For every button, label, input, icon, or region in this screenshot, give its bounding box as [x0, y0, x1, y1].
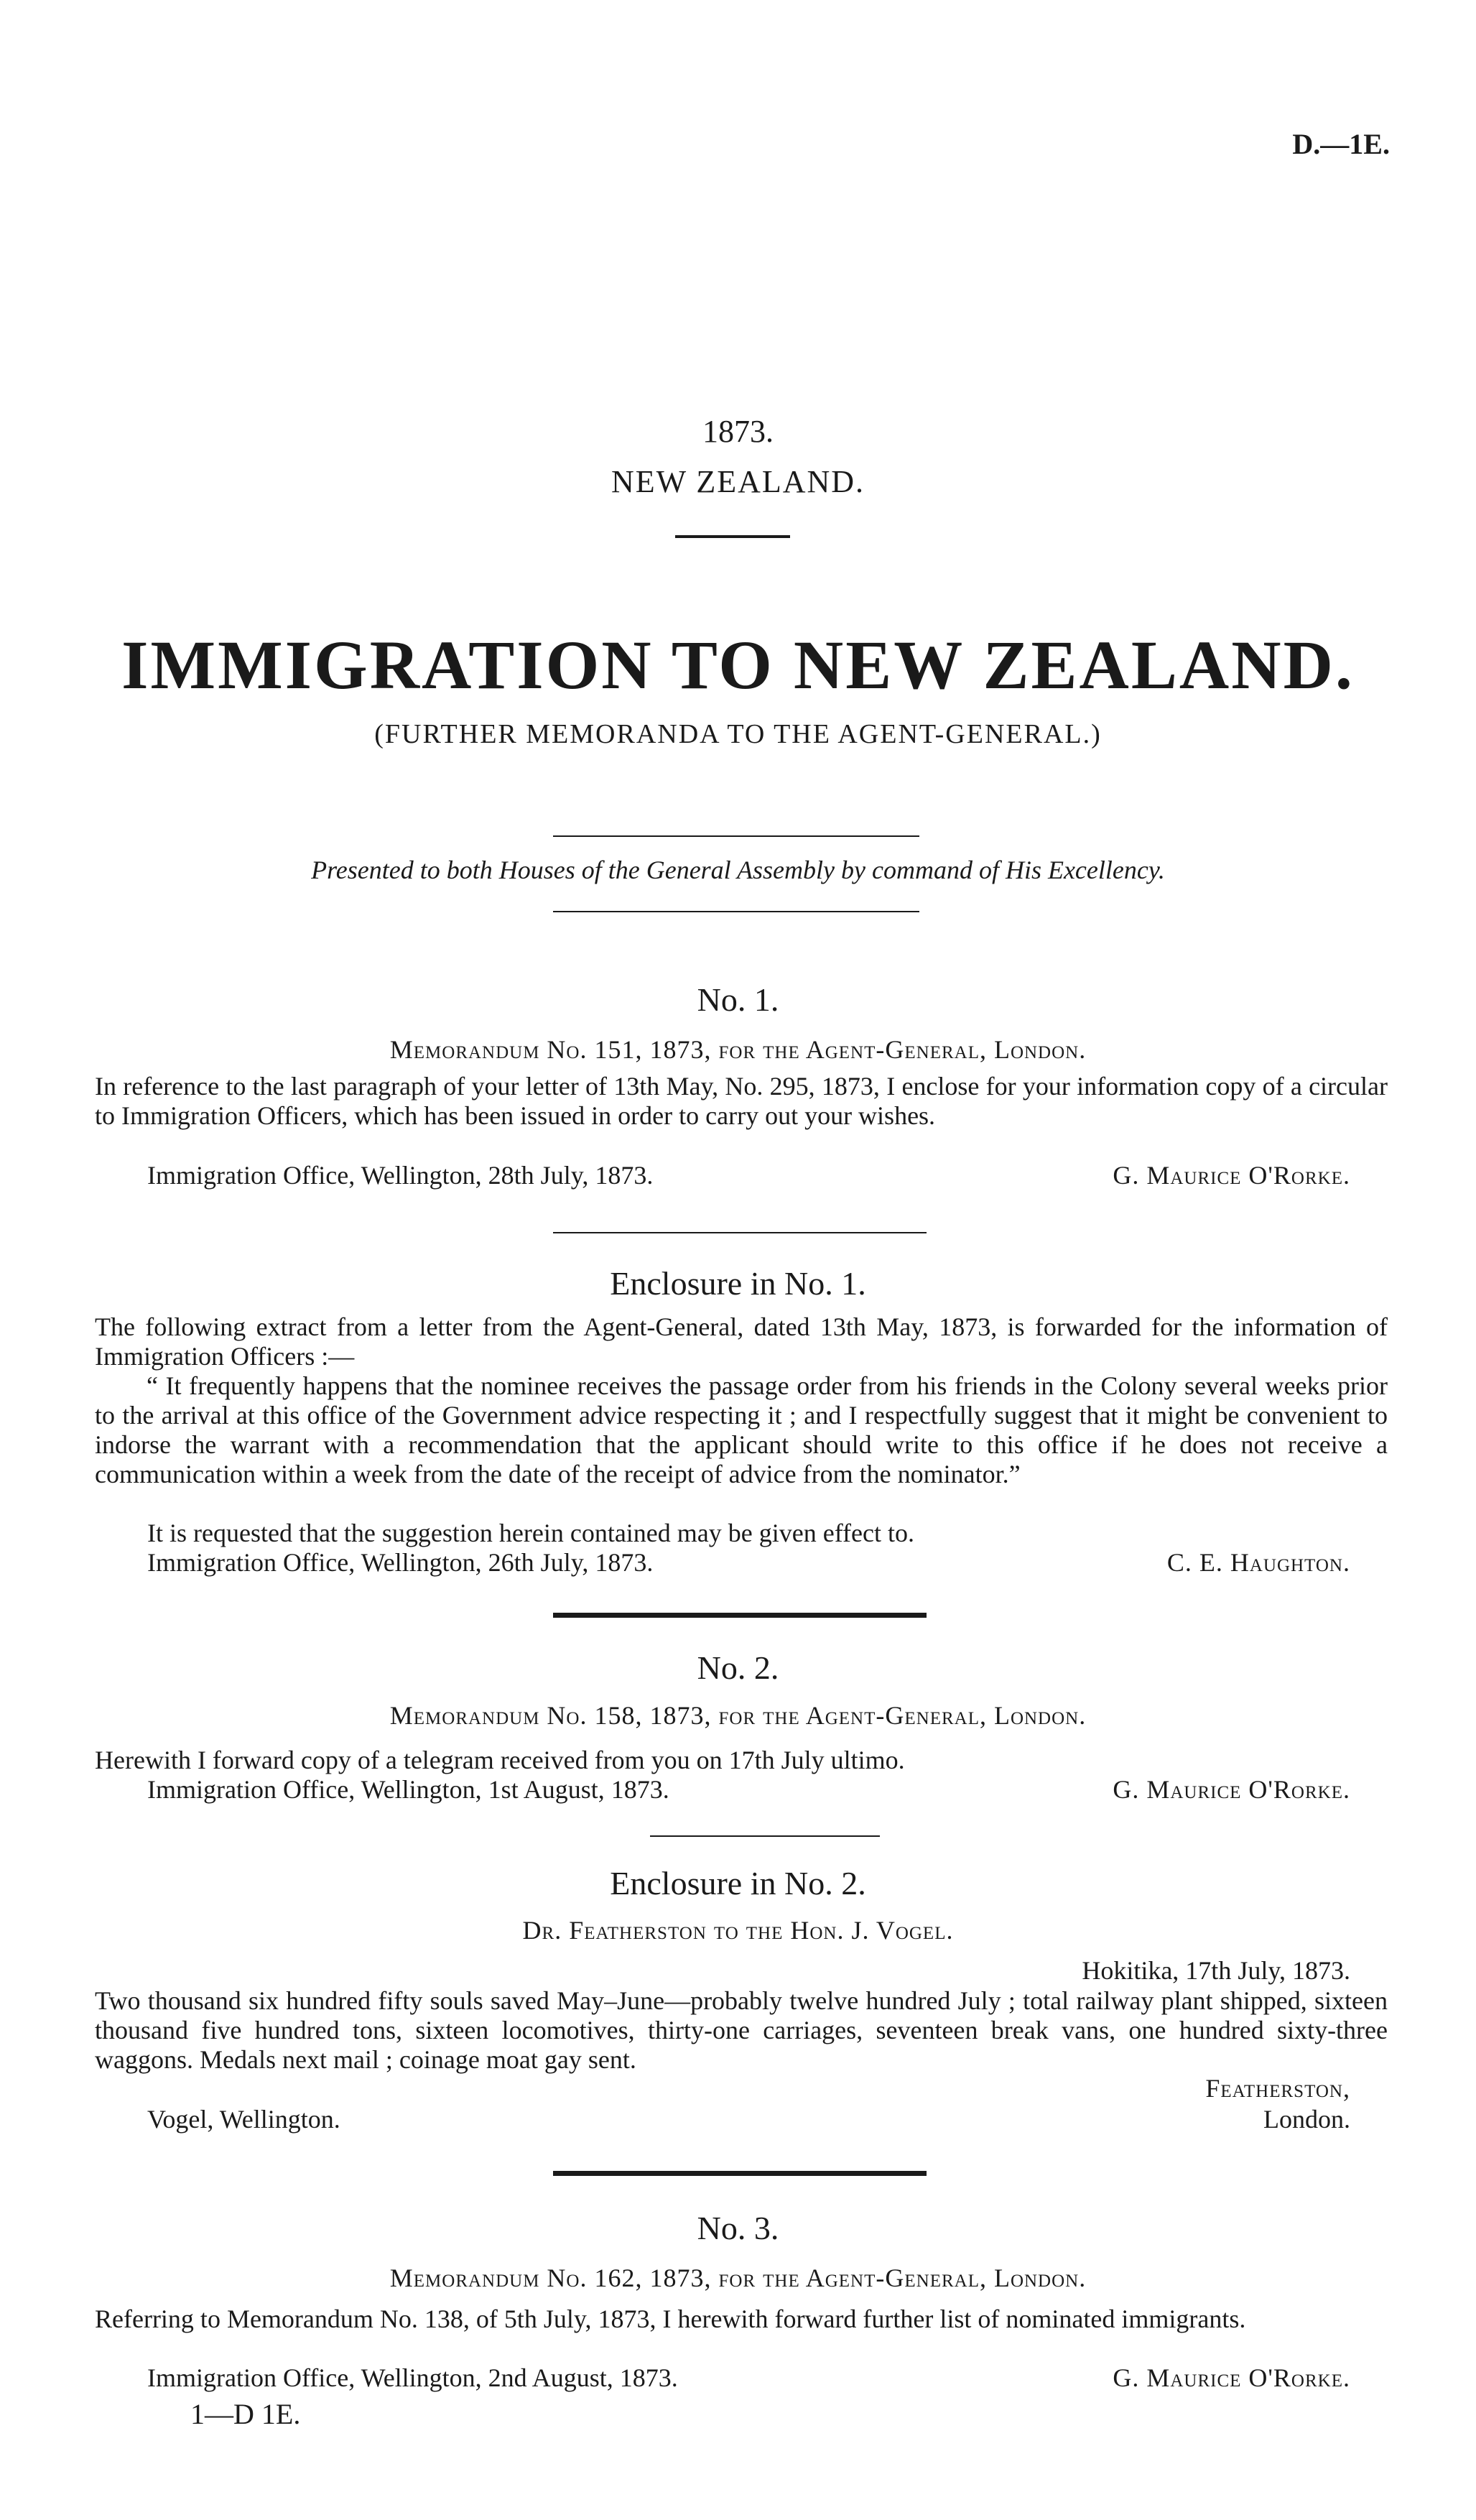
divider [650, 1835, 880, 1837]
place-date: Immigration Office, Wellington, 28th July, 1873. [147, 1161, 654, 1190]
section-heading: No. 3. [697, 2210, 779, 2246]
document-subtitle: (FURTHER MEMORANDA TO THE AGENT-GENERAL.) [374, 719, 1102, 749]
telegram-body: Two thousand six hundred fifty souls saved May–June—probably twelve hundred July ; total railway plant shipped, sixteen thousand five hundred tons, sixteen locomotives, thirty-one carriages, seventeen break vans, one hundred sixty-three waggons. Medals next mail ; coinage moat gay sent. [95, 1986, 1388, 2074]
year: 1873. [702, 414, 774, 449]
divider [553, 1232, 927, 1233]
enclosure-quote: “ It frequently happens that the nominee receives the passage order from his friends in the Colony several weeks prior to the arrival at this office of the Government advice respecting it ; and I respectfully suggest that it might be convenient to indorse the warrant with a recommendation that the applicant should write to this office if he does not receive a communication within a week from the date of the receipt of advice from the nominator.” [95, 1371, 1388, 1488]
signature-place: London. [1263, 2105, 1350, 2134]
printer-signature: 1—D 1E. [190, 2398, 301, 2430]
divider [553, 2171, 927, 2176]
presented-line: Presented to both Houses of the General Assembly by command of His Excellency. [311, 856, 1165, 884]
signature: G. Maurice O'Rorke. [1113, 1775, 1350, 1804]
enclosure-heading: Enclosure in No. 2. [610, 1865, 866, 1901]
signature-name: Featherston, [1205, 2074, 1350, 2103]
memo-body: Herewith I forward copy of a telegram received from you on 17th July ultimo. [95, 1746, 905, 1774]
page-reference: D.—1E. [1292, 128, 1390, 160]
memo-line: Memorandum No. 158, 1873, for the Agent-General, London. [389, 1701, 1087, 1730]
request-line: It is requested that the suggestion herein contained may be given effect to. [147, 1519, 914, 1547]
place-date: Immigration Office, Wellington, 1st August, 1873. [147, 1775, 669, 1804]
divider [553, 835, 919, 837]
signature: G. Maurice O'Rorke. [1113, 1161, 1350, 1190]
country: NEW ZEALAND. [611, 464, 865, 499]
place-date: Immigration Office, Wellington, 26th July, 1873. [147, 1548, 654, 1577]
addressee: Vogel, Wellington. [147, 2105, 340, 2134]
signature: C. E. Haughton. [1166, 1548, 1350, 1577]
memo-line: Memorandum No. 151, 1873, for the Agent-General, London. [389, 1035, 1087, 1064]
memo-line: Memorandum No. 162, 1873, for the Agent-General, London. [389, 2264, 1087, 2292]
enclosure-heading: Enclosure in No. 1. [610, 1265, 866, 1302]
from-to-line: Dr. Featherston to the Hon. J. Vogel. [522, 1916, 954, 1945]
signature: G. Maurice O'Rorke. [1113, 2363, 1350, 2392]
place-date: Immigration Office, Wellington, 2nd August, 1873. [147, 2363, 678, 2392]
dateline: Hokitika, 17th July, 1873. [1082, 1956, 1350, 1985]
document-title: IMMIGRATION TO NEW ZEALAND. [121, 626, 1355, 703]
divider [553, 911, 919, 912]
divider [675, 535, 790, 538]
divider [553, 1613, 927, 1618]
enclosure-intro: The following extract from a letter from the Agent-General, dated 13th May, 1873, is forwarded for the information of Immigration Officers :— [95, 1312, 1388, 1371]
section-heading: No. 1. [697, 981, 779, 1018]
memo-body: In reference to the last paragraph of your letter of 13th May, No. 295, 1873, I enclose for your information copy of a circular to Immigration Officers, which has been issued in order to carry out your wishes. [95, 1072, 1388, 1130]
memo-body: Referring to Memorandum No. 138, of 5th July, 1873, I herewith forward further list of nominated immigrants. [95, 2304, 1246, 2333]
section-heading: No. 2. [697, 1649, 779, 1686]
